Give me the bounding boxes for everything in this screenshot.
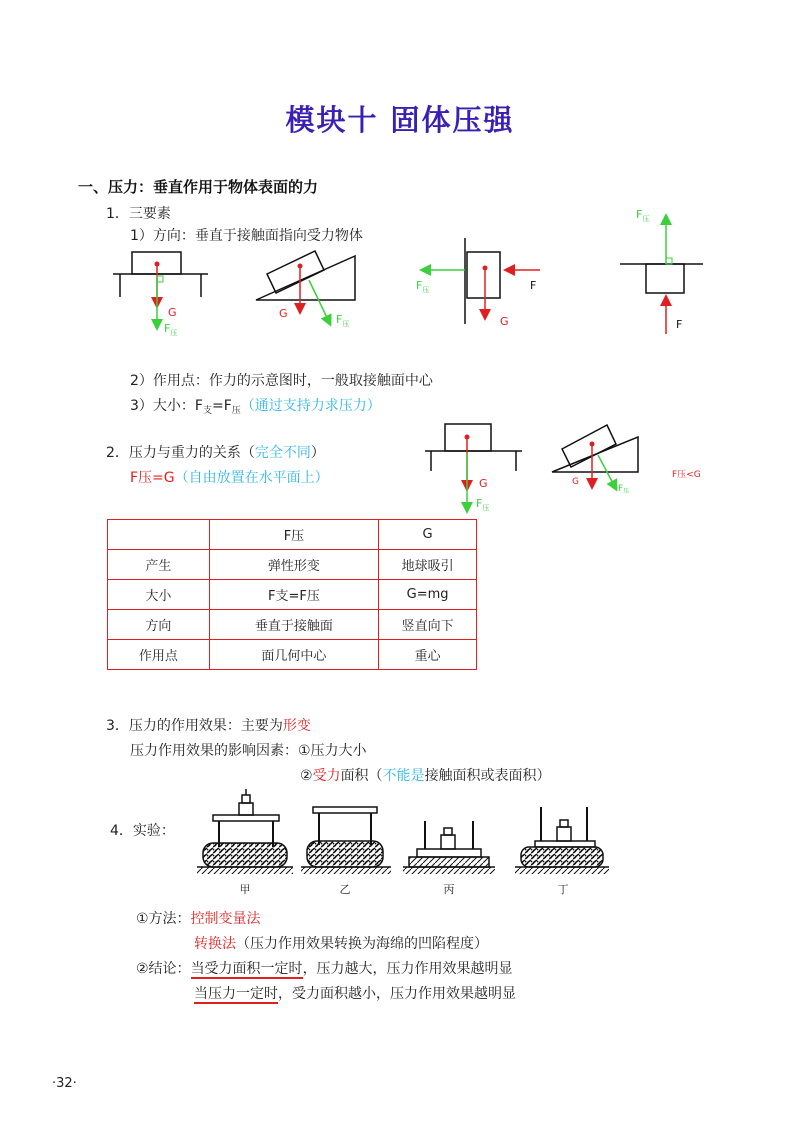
table-cell: 作用点 xyxy=(108,640,210,670)
label-G: G xyxy=(168,306,177,319)
svg-text:G: G xyxy=(572,477,579,487)
diagram-table-equal xyxy=(425,424,522,512)
svg-text:F压: $F_压$ xyxy=(618,484,630,495)
label-ding: 丁 xyxy=(557,883,569,896)
item-method-conversion: 转换法（压力作用效果转换为海绵的凹陷程度） xyxy=(194,936,488,952)
label-jia: 甲 xyxy=(239,883,251,896)
item-three-elements: 1．三要素 xyxy=(106,206,171,222)
item-conclusion-2: 当压力一定时，受力面积越小，压力作用效果越明显 xyxy=(194,986,516,1002)
item-effect-factors: 压力作用效果的影响因素：①压力大小 xyxy=(130,743,367,759)
experiment-setup-jia xyxy=(197,789,293,874)
experiment-setup-bing xyxy=(403,821,495,874)
page-number: ·32· xyxy=(52,1076,77,1091)
item-factor-area: ②受力面积（不能是接触面积或表面积） xyxy=(300,768,551,784)
table-row xyxy=(108,640,477,670)
svg-text:F: F xyxy=(676,318,683,331)
table-row xyxy=(108,550,477,580)
table-cell: 面几何中心 xyxy=(209,640,378,670)
table-cell: F支=F压 xyxy=(209,580,378,610)
diagram-block-on-table xyxy=(113,252,208,337)
force-diagrams-row2 xyxy=(400,415,720,515)
comparison-table xyxy=(107,519,477,670)
table-cell: 重心 xyxy=(379,640,477,670)
svg-text:F: F xyxy=(530,279,537,292)
item-magnitude: 3）大小：$F_支=F_压$（通过支持力求压力） xyxy=(130,398,381,416)
diagram-incline-less xyxy=(552,425,701,495)
item-pressure-vs-gravity: 2．压力与重力的关系（完全不同） xyxy=(106,445,325,461)
table-header-row xyxy=(108,520,477,550)
item-pressure-equals-gravity: F压=G（自由放置在水平面上） xyxy=(130,470,329,486)
svg-text:F压: $F_压$ xyxy=(336,313,350,328)
table-cell: 弹性形变 xyxy=(209,550,378,580)
table-header-cell: G xyxy=(379,520,477,550)
table-cell: G=mg xyxy=(379,580,477,610)
table-cell: 产生 xyxy=(108,550,210,580)
table-header-cell: F压 xyxy=(209,520,378,550)
item-method: ①方法：控制变量法 xyxy=(136,911,261,927)
label-yi: 乙 xyxy=(339,883,351,896)
diagram-block-on-wall xyxy=(416,238,540,328)
item-experiment: 4．实验： xyxy=(110,823,175,839)
svg-text:G: G xyxy=(500,315,509,328)
section-heading-pressure: 一、压力：垂直作用于物体表面的力 xyxy=(78,178,319,196)
item-point-of-action: 2）作用点：作力的示意图时，一般取接触面中心 xyxy=(130,373,433,389)
svg-text:G: G xyxy=(479,477,488,490)
diagram-block-on-ceiling xyxy=(620,208,703,334)
table-header-cell xyxy=(108,520,210,550)
table-row xyxy=(108,610,477,640)
table-cell: 地球吸引 xyxy=(379,550,477,580)
svg-text:F压: $F_压$ xyxy=(416,279,430,294)
svg-text:F压: $F_压$ xyxy=(164,322,178,337)
table-cell: 垂直于接触面 xyxy=(209,610,378,640)
force-diagrams-row1 xyxy=(0,200,800,350)
table-cell: 大小 xyxy=(108,580,210,610)
item-pressure-effect: 3．压力的作用效果：主要为形变 xyxy=(106,718,311,734)
experiment-setup-yi xyxy=(301,807,391,874)
diagram-block-on-incline xyxy=(256,251,355,328)
page-title: 模块十 固体压强 xyxy=(285,103,515,137)
svg-text:G: G xyxy=(279,307,288,320)
experiment-setup-ding xyxy=(515,807,609,874)
label-bing: 丙 xyxy=(443,883,455,896)
svg-text:F压: $F_压$ xyxy=(636,208,650,223)
item-conclusion-1: ②结论：当受力面积一定时，压力越大，压力作用效果越明显 xyxy=(136,961,513,977)
svg-text:F压: $F_压$ xyxy=(476,497,490,512)
item-direction: 1）方向：垂直于接触面指向受力物体 xyxy=(130,228,363,244)
table-cell: 竖直向下 xyxy=(379,610,477,640)
table-cell: 方向 xyxy=(108,610,210,640)
label-f-less-g: F压<G xyxy=(672,470,701,480)
experiment-illustration xyxy=(195,785,615,900)
table-row xyxy=(108,580,477,610)
